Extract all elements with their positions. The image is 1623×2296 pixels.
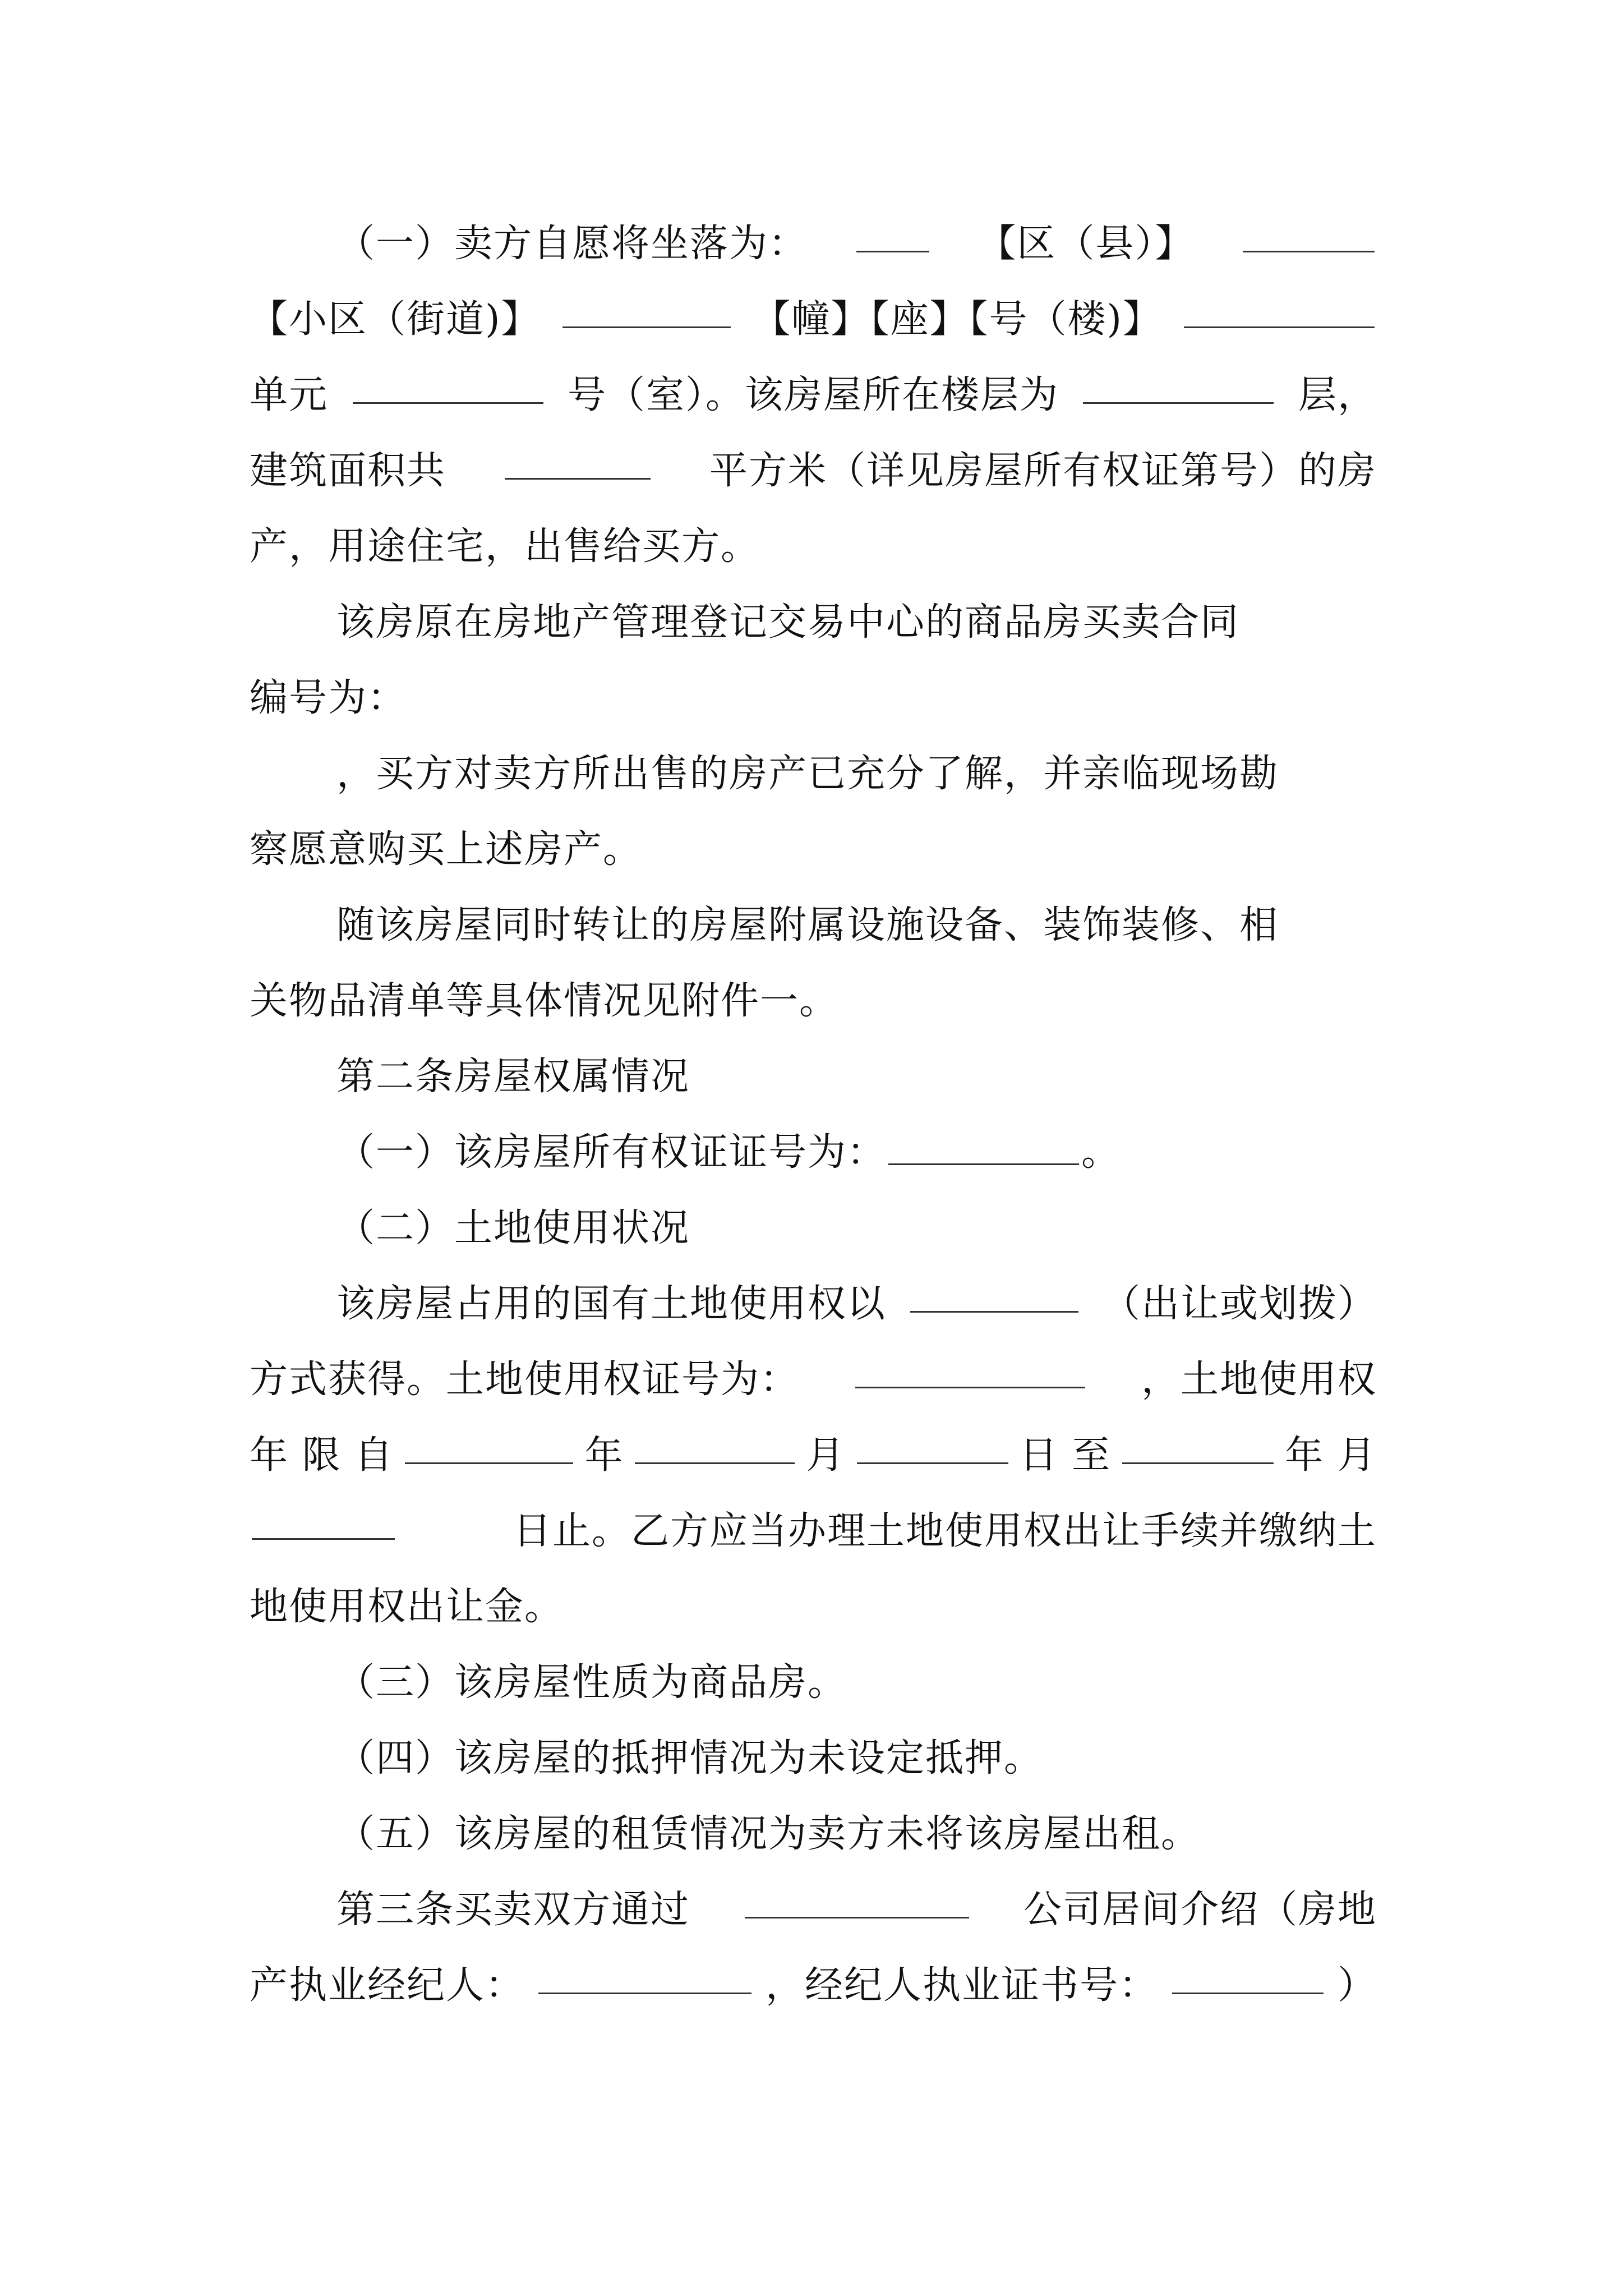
- blank-land-cert: [855, 1352, 1085, 1388]
- text: 层，: [1298, 373, 1377, 417]
- text: 【小区（街道)】: [250, 297, 541, 342]
- text: （一）卖方自愿将坐落为：: [336, 222, 808, 266]
- text: ，经纪人执业证书号：: [765, 1963, 1158, 2008]
- attachment-line-1: [336, 898, 1377, 954]
- text: 产执业经纪人：: [250, 1963, 525, 2008]
- blank-acquire-method: [910, 1276, 1078, 1313]
- location-line-2: [250, 292, 1377, 348]
- text: 该房屋占用的国有土地使用权以: [336, 1282, 887, 1326]
- article-3-line-1: [336, 1882, 1377, 1938]
- blank-room: [353, 367, 543, 404]
- article-3-line-2: [250, 1958, 1377, 2014]
- cert-number-line: [336, 1125, 1377, 1181]
- text: （出让或划拨）: [1101, 1282, 1377, 1326]
- blank-day-to: [252, 1503, 395, 1540]
- attachment-line-2: 关物品清单等具体情况见附件一。: [250, 979, 839, 1023]
- blank-community: [1243, 216, 1375, 252]
- text: 单元: [250, 373, 329, 417]
- location-line-1: [336, 216, 1377, 272]
- property-nature: （三）该房屋性质为商品房。: [336, 1660, 847, 1705]
- blank-agent-name: [538, 1958, 751, 1994]
- location-line-3: [250, 367, 1377, 424]
- text: ）: [1337, 1963, 1377, 2008]
- text: ，买方对卖方所出售的房产已充分了解，并亲临现场勘: [336, 752, 1279, 796]
- blank-day-from: [857, 1428, 1008, 1464]
- text: 年: [584, 1433, 624, 1478]
- blank-cert-number: [888, 1129, 1079, 1165]
- text: 随该房屋同时转让的房屋附属设施设备、装饰装修、相: [336, 903, 1279, 947]
- blank-month-from: [635, 1428, 795, 1464]
- text: 月: [806, 1433, 846, 1478]
- land-line-1: [336, 1276, 1377, 1332]
- mortgage-status: （四）该房屋的抵押情况为未设定抵押。: [336, 1736, 1044, 1780]
- blank-building: [562, 292, 731, 328]
- text: 日止。乙方应当办理土地使用权出让手续并缴纳土: [513, 1509, 1377, 1553]
- contract-line-2: 编号为：: [250, 676, 407, 720]
- text: 平方米（详见房屋所有权证第号）的房: [709, 449, 1377, 493]
- text: 【幢】【座】【号（楼)】: [752, 297, 1162, 342]
- text: 年 月: [1285, 1433, 1377, 1478]
- blank-year-to: [1122, 1428, 1274, 1464]
- blank-agency-company: [745, 1882, 969, 1918]
- text: 第三条买卖双方通过: [336, 1888, 690, 1932]
- article-2-title: 第二条房屋权属情况: [336, 1055, 690, 1099]
- text: 公司居间介绍（房地: [1023, 1888, 1377, 1932]
- location-line-5: 产，用途住宅，出售给买方。: [250, 524, 760, 569]
- text: （一）该房屋所有权证证号为：: [336, 1130, 887, 1175]
- text: 方式获得。土地使用权证号为：: [250, 1358, 800, 1402]
- text: 号（室）。该房屋所在楼层为: [567, 373, 1059, 417]
- land-line-4: [250, 1503, 1377, 1559]
- text: 【区（县）】: [978, 222, 1195, 266]
- text: ，土地使用权: [1141, 1358, 1377, 1402]
- blank-year-from: [405, 1428, 573, 1464]
- blank-unit: [1184, 292, 1375, 328]
- land-use-heading: （二）土地使用状况: [336, 1206, 690, 1250]
- blank-floor: [1083, 367, 1274, 404]
- buyer-line-1: [336, 746, 1377, 802]
- land-line-3: [250, 1428, 1377, 1484]
- land-line-5: 地使用权出让金。: [250, 1585, 564, 1629]
- text: 。: [1081, 1130, 1121, 1175]
- buyer-line-2: 察愿意购买上述房产。: [250, 827, 643, 872]
- land-line-2: [250, 1352, 1377, 1408]
- text: 建筑面积共: [250, 449, 446, 493]
- text: 该房原在房地产管理登记交易中心的商品房买卖合同: [336, 600, 1240, 645]
- blank-district: [856, 216, 929, 252]
- location-line-4: [250, 443, 1377, 499]
- lease-status: （五）该房屋的租赁情况为卖方未将该房屋出租。: [336, 1812, 1201, 1856]
- text: 日 至: [1019, 1433, 1112, 1478]
- text: 年 限 自: [250, 1433, 394, 1478]
- contract-line-1: [336, 595, 1377, 651]
- blank-area: [505, 443, 651, 480]
- blank-agent-license: [1172, 1958, 1324, 1994]
